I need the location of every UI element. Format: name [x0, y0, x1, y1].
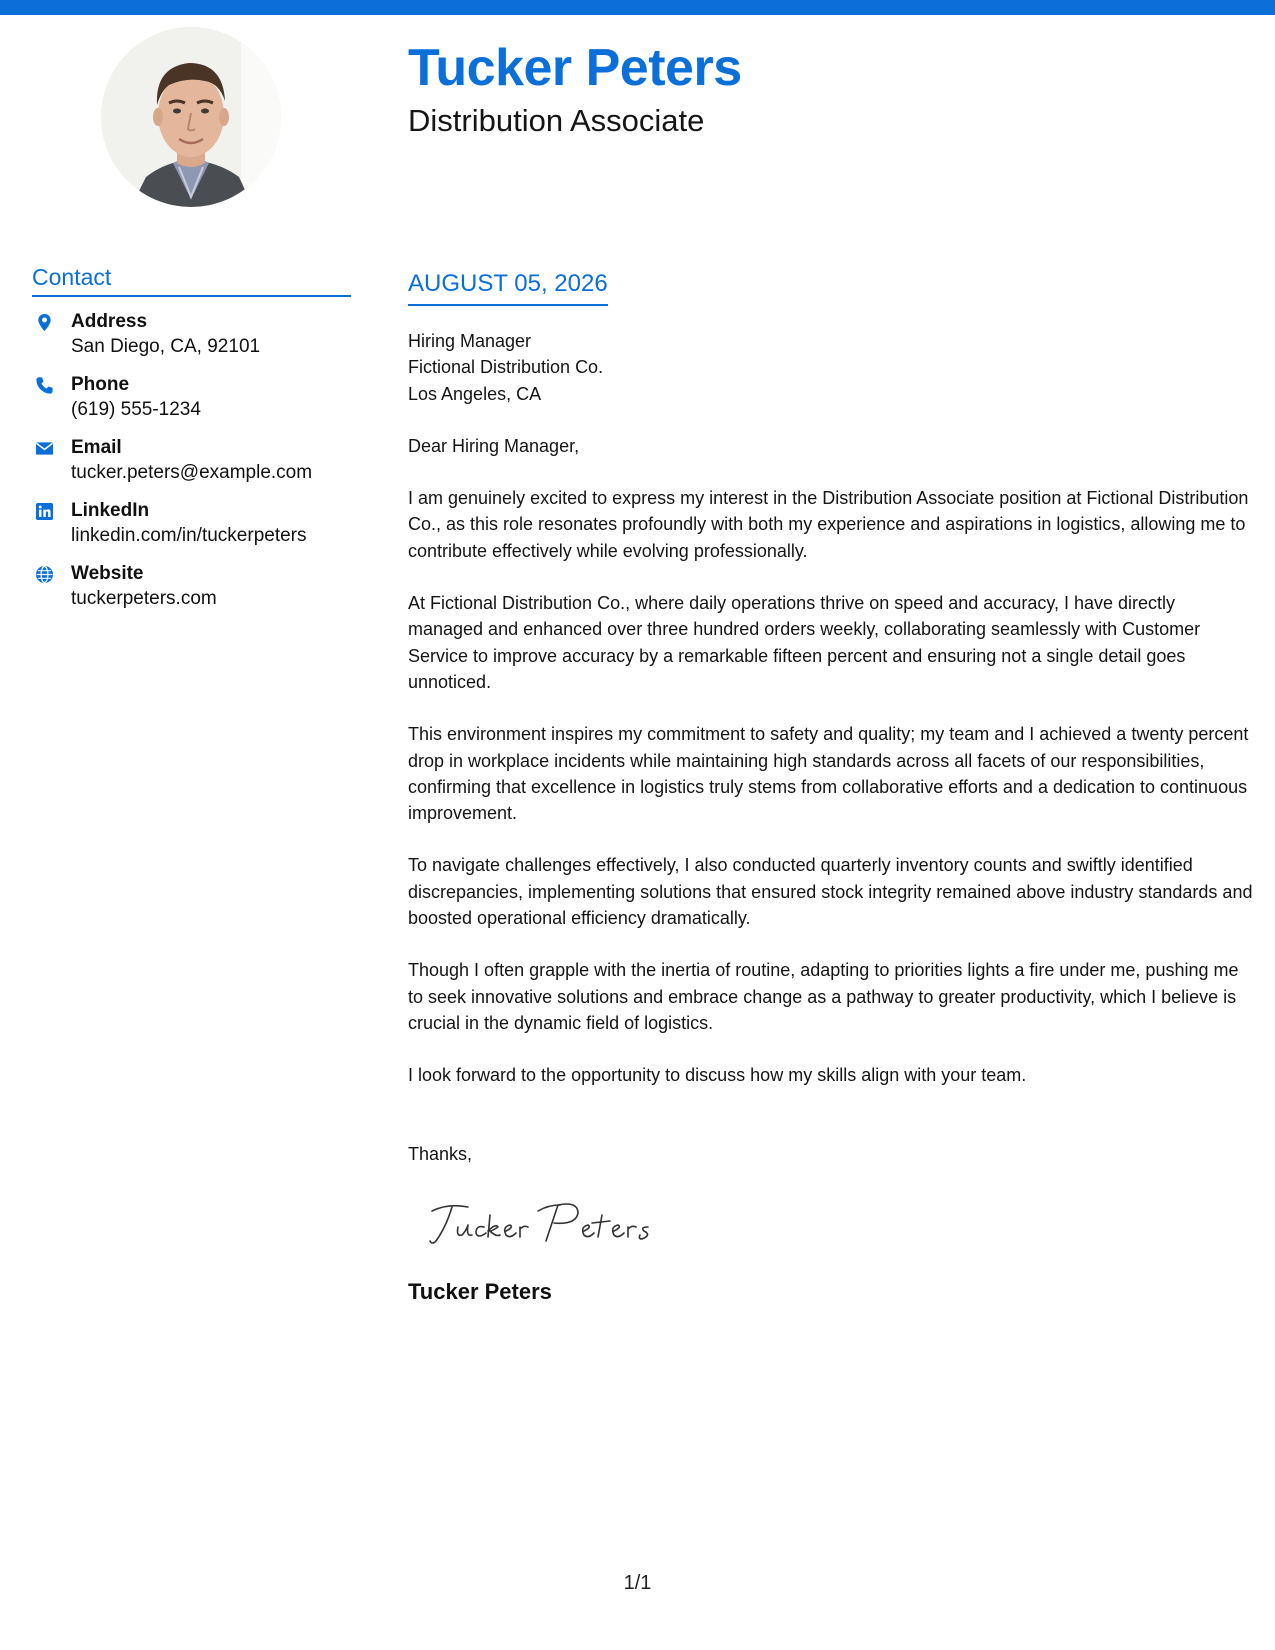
- contact-item-website: [32, 562, 362, 625]
- letter-paragraph: I look forward to the opportunity to discuss how my skills align with your team.: [408, 1065, 1027, 1086]
- contact-item-linkedin: [32, 499, 362, 562]
- letter-paragraph: At Fictional Distribution Co., where daily operations thrive on speed and accuracy, I have directly managed and enhanced over three hundred orders weekly, collaborating seamlessly with Customer Service to improve accuracy by a remarkable fifteen percent and ensuring not a single detail goes unnoticed.: [408, 593, 1201, 692]
- recipient-line: Fictional Distribution Co.: [408, 357, 604, 378]
- handwritten-signature: [428, 1197, 1253, 1257]
- contact-value: (619) 555-1234: [71, 399, 201, 420]
- envelope-icon: [35, 439, 54, 458]
- contact-list: [32, 310, 362, 625]
- contact-label: Phone: [71, 374, 130, 395]
- contact-value: tuckerpeters.com: [71, 588, 217, 609]
- top-accent-bar: [0, 0, 1275, 15]
- contact-label: Website: [71, 563, 144, 584]
- letter-paragraph: Though I often grapple with the inertia of routine, adapting to priorities lights a fire under me, pushing me to seek innovative solutions and embrace change as a pathway to greater productivity, which I believe is crucial in the dynamic field of logistics.: [408, 960, 1239, 1033]
- contact-item-address: [32, 310, 362, 373]
- recipient-block: [408, 328, 1253, 407]
- letter-body: [408, 328, 1253, 1305]
- location-pin-icon: [35, 313, 54, 332]
- recipient-line: Los Angeles, CA: [408, 383, 542, 404]
- closing: Thanks,: [408, 1143, 473, 1164]
- salutation: Dear Hiring Manager,: [408, 435, 580, 456]
- portrait-illustration: [101, 27, 281, 207]
- page-number: 1/1: [623, 1572, 652, 1594]
- letter-paragraph: I am genuinely excited to express my interest in the Distribution Associate position at Fictional Distribution Co., as this role resonates profoundly with both my experience and aspirations in logistics, allowing me to contribute effectively while evolving professionally.: [408, 488, 1249, 561]
- header-job-title: Distribution Associate: [408, 103, 705, 138]
- contact-value: tucker.peters@example.com: [71, 462, 313, 483]
- contact-item-phone: [32, 373, 362, 436]
- linkedin-icon: [35, 502, 54, 521]
- header-name: Tucker Peters: [408, 39, 742, 97]
- contact-item-email: [32, 436, 362, 499]
- contact-label: LinkedIn: [71, 500, 150, 521]
- contact-value: linkedin.com/in/tuckerpeters: [71, 525, 307, 546]
- letter-paragraph: To navigate challenges effectively, I also conducted quarterly inventory counts and swiftly identified discrepancies, implementing solutions that ensured stock integrity remained above industry standards and boosted operational efficiency dramatically.: [408, 855, 1253, 929]
- contact-value: San Diego, CA, 92101: [71, 336, 261, 357]
- contact-heading: Contact: [32, 266, 351, 297]
- phone-icon: [35, 376, 54, 395]
- globe-icon: [35, 565, 54, 584]
- signer-name: Tucker Peters: [408, 1278, 552, 1304]
- recipient-line: Hiring Manager: [408, 331, 532, 351]
- letter-paragraph: This environment inspires my commitment to safety and quality; my team and I achieved a twenty percent drop in workplace incidents while maintaining high standards across all facets of our responsibilities, confirming that excellence in logistics truly stems from collaborative efforts and a dedication to continuous improvement.: [408, 724, 1249, 824]
- contact-label: Address: [71, 311, 148, 332]
- signature-image: [428, 1197, 668, 1257]
- letter-date: AUGUST 05, 2026: [408, 272, 608, 306]
- contact-label: Email: [71, 437, 122, 458]
- profile-photo: [101, 27, 281, 207]
